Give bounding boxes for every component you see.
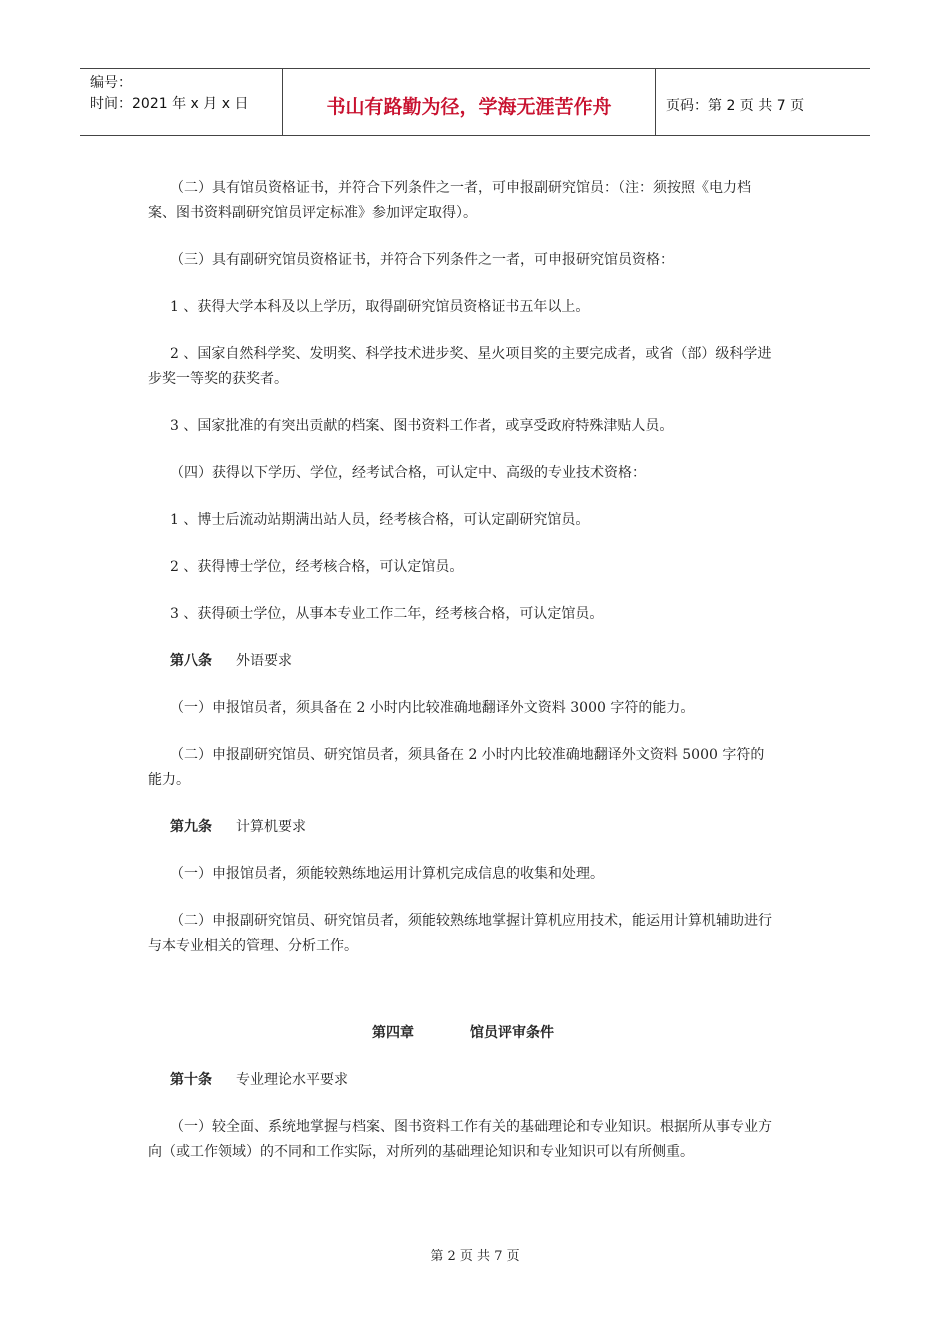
chapter-title: 馆员评审条件: [470, 1025, 554, 1041]
article-heading: [148, 1068, 778, 1093]
page-footer: 第 2 页 共 7 页: [430, 1249, 520, 1264]
paragraph: （二）具有馆员资格证书，并符合下列条件之一者，可申报副研究馆员：（注：须按照《电力档案、图书资料副研究馆员评定标准》参加评定取得）。: [148, 180, 751, 221]
document-date: 时间：2021 年 x 月 x 日: [90, 96, 249, 112]
paragraph: （三）具有副研究馆员资格证书，并符合下列条件之一者，可申报研究馆员资格：: [170, 252, 674, 268]
paragraph: （二）申报副研究馆员、研究馆员者，须具备在 2 小时内比较准确地翻译外文资料 5000 字符的能力。: [148, 747, 765, 788]
header-meta: [80, 69, 282, 135]
paragraph: （一）申报馆员者，须具备在 2 小时内比较准确地翻译外文资料 3000 字符的能力。: [170, 700, 695, 716]
chapter-heading: [148, 1021, 778, 1046]
chapter-label: 第四章: [372, 1025, 414, 1041]
document-body: [148, 176, 778, 1187]
article-label: 第八条: [170, 653, 212, 669]
paragraph: 2 、国家自然科学奖、发明奖、科学技术进步奖、星火项目奖的主要完成者，或省（部）级科学进步奖一等奖的获奖者。: [148, 346, 772, 387]
article-label: 第十条: [170, 1072, 212, 1088]
document-number: 编号：: [90, 75, 132, 91]
paragraph: 3 、国家批准的有突出贡献的档案、图书资料工作者，或享受政府特殊津贴人员。: [170, 418, 674, 434]
header-page-info: 页码：第 2 页 共 7 页: [666, 98, 805, 114]
header-motto: 书山有路勤为径，学海无涯苦作舟: [282, 69, 656, 135]
paragraph: （一）申报馆员者，须能较熟练地运用计算机完成信息的收集和处理。: [170, 866, 604, 882]
page-header: [80, 68, 870, 136]
paragraph: （四）获得以下学历、学位，经考试合格，可认定中、高级的专业技术资格：: [170, 465, 646, 481]
article-heading: [148, 815, 778, 840]
article-title: 外语要求: [236, 653, 292, 669]
paragraph: （一）较全面、系统地掌握与档案、图书资料工作有关的基础理论和专业知识。根据所从事专业方向（或工作领域）的不同和工作实际，对所列的基础理论知识和专业知识可以有所侧重。: [148, 1119, 772, 1160]
article-title: 专业理论水平要求: [236, 1072, 348, 1088]
article-heading: [148, 649, 778, 674]
paragraph: 1 、博士后流动站期满出站人员，经考核合格，可认定副研究馆员。: [170, 512, 590, 528]
paragraph: 2 、获得博士学位，经考核合格，可认定馆员。: [170, 559, 464, 575]
paragraph: 1 、获得大学本科及以上学历，取得副研究馆员资格证书五年以上。: [170, 299, 590, 315]
article-label: 第九条: [170, 819, 212, 835]
paragraph: 3 、获得硕士学位，从事本专业工作二年，经考核合格，可认定馆员。: [170, 606, 604, 622]
article-title: 计算机要求: [236, 819, 306, 835]
paragraph: （二）申报副研究馆员、研究馆员者，须能较熟练地掌握计算机应用技术，能运用计算机辅助进行与本专业相关的管理、分析工作。: [148, 913, 772, 954]
